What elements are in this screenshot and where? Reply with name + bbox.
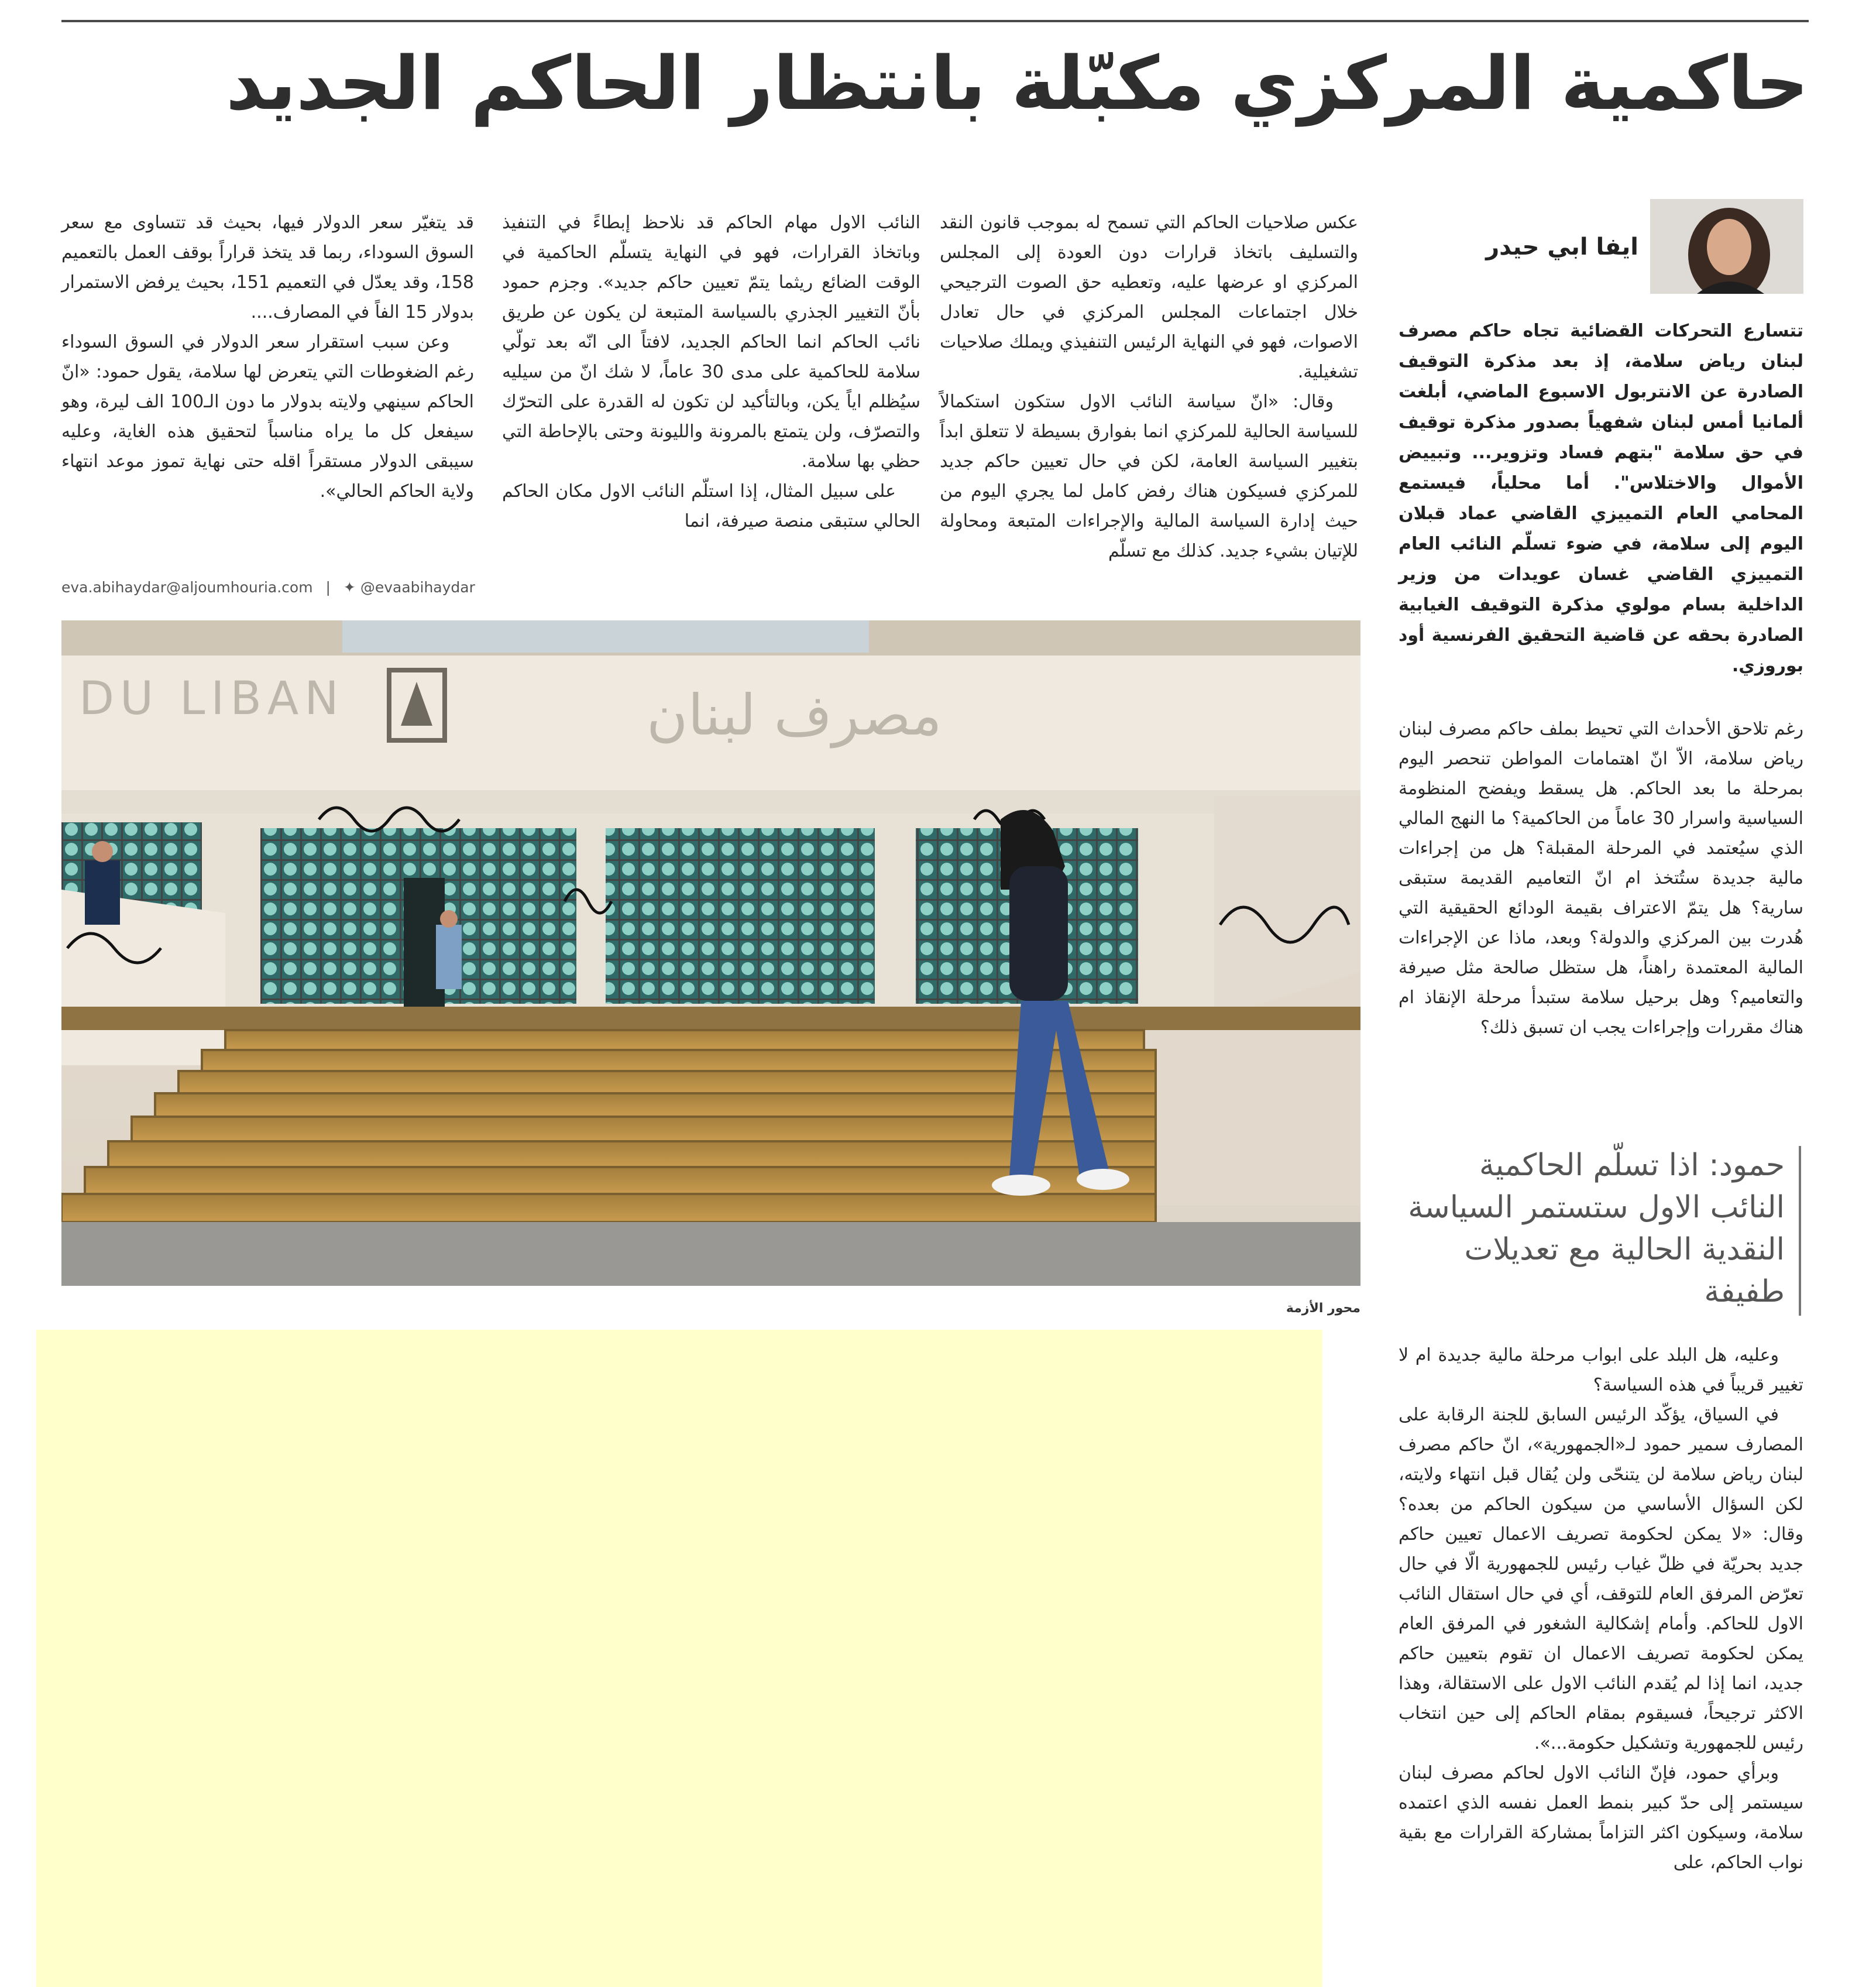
- photo-caption: محور الأزمة: [1286, 1301, 1360, 1316]
- pull-quote-rule: [1799, 1146, 1801, 1316]
- article-headline: حاكمية المركزي مكبّلة بانتظار الحاكم الجديد: [226, 40, 1809, 126]
- paragraph: قد يتغيّر سعر الدولار فيها، بحيث قد تتساوى مع سعر السوق السوداء، ربما قد يتخذ قراراً بوقف العمل بالتعميم 158، وقد يعدّل في التعميم 151، بحيث يرفض الاستمرار بدولار 15 الفاً في المصارف....: [61, 212, 474, 322]
- paragraph: وعليه، هل البلد على ابواب مرحلة مالية جديدة ام لا تغيير قريباً في هذه السياسة؟: [1399, 1345, 1803, 1395]
- article-column-2: [502, 208, 920, 536]
- author-signature: [61, 574, 475, 602]
- author-name: ايفا ابي حيدر: [1486, 234, 1638, 260]
- paragraph: النائب الاول مهام الحاكم قد نلاحظ إبطاءً في التنفيذ وباتخاذ القرارات، فهو في النهاية يتسلّم الحاكمية في الوقت الضائع ريثما يتمّ تعيين حاكم جديد». وجزم حمود بأنّ التغيير الجذري بالسياسة المتبعة لن يكون عن طريق نائب الحاكم انما الحاكم الجديد، لافتاً الى انّه بعد تولّي سلامة للحاكمية على مدى 30 عاماً، لا شك انّ من سيليه سيُظلم اياً يكن، وبالتأكيد لن تكون له القدرة على التحرّك والتصرّف، ولن يتمتع بالمرونة والليونة وحتى بالإحاطة التي حظي بها سلامة.: [502, 212, 920, 472]
- article-column-1: [940, 208, 1358, 566]
- top-rule: [61, 20, 1809, 22]
- paragraph: على سبيل المثال، إذا استلّم النائب الاول مكان الحاكم الحالي ستبقى منصة صيرفة، انما: [502, 481, 920, 531]
- paragraph: في السياق، يؤكّد الرئيس السابق للجنة الرقابة على المصارف سمير حمود لـ«الجمهورية»، انّ حاكم مصرف لبنان رياض سلامة لن يتنحّى ولن يُقال قبل انتهاء ولايته، لكن السؤال الأساسي من سيكون الحاكم من بعده؟ وقال: «لا يمكن لحكومة تصريف الاعمال تعيين حاكم جديد بحريّة في ظلّ غياب رئيس للجمهورية الّا في حال تعرّض المرفق العام للتوقف، أي في حال استقال النائب الاول للحاكم. وأمام إشكالية الشغور في المرفق العام يمكن لحكومة تصريف الاعمال ان تقوم بتعيين حاكم جديد، انما إذا لم يُقدم النائب الاول على الاستقالة، وهذا الاكثر ترجيحاً، فسيقوم بمقام الحاكم إلى حين انتخاب رئيس للجمهورية وتشكيل حكومة...».: [1399, 1405, 1803, 1753]
- author-photo: [1650, 199, 1803, 294]
- article-column-bottom: [1399, 1340, 1803, 1878]
- paragraph: وبرأي حمود، فإنّ النائب الاول لحاكم مصرف لبنان سيستمر إلى حدّ كبير بنمط العمل نفسه الذي اعتمده سلامة، وسيكون اكثر التزاماً بمشاركة القرارات مع بقية نواب الحاكم، على: [1399, 1763, 1803, 1873]
- paragraph: عكس صلاحيات الحاكم التي تسمح له بموجب قانون النقد والتسليف باتخاذ قرارات دون العودة إلى المجلس المركزي او عرضها عليه، وتعطيه حق الصوت الترجيحي خلال اجتماعات المجلس المركزي في حال تعادل الاصوات، فهو في النهاية الرئيس التنفيذي ويملك صلاحيات تشغيلية.: [940, 212, 1358, 382]
- paragraph: وقال: «انّ سياسة النائب الاول ستكون استكمالاً للسياسة الحالية للمركزي انما بفوارق بسيطة لا تتعلق ابداً بتغيير السياسة العامة، لكن في حال تعيين حاكم جديد للمركزي فسيكون هناك رفض كامل لما يجري اليوم من حيث إدارة السياسة المالية والإجراءات المتبعة ومحاولة للإتيان بشيء جديد. كذلك مع تسلّم: [940, 392, 1358, 561]
- pull-quote: حمود: اذا تسلّم الحاكمية النائب الاول ستستمر السياسة النقدية الحالية مع تعديلات طفيفة: [1408, 1148, 1785, 1309]
- author-email[interactable]: eva.abihaydar@aljoumhouria.com: [61, 579, 313, 596]
- bank-building-photo: [61, 620, 1360, 1286]
- sign-latin: DU LIBAN: [79, 672, 345, 725]
- separator: |: [325, 579, 331, 596]
- paragraph: رغم تلاحق الأحداث التي تحيط بملف حاكم مصرف لبنان رياض سلامة، الاّ انّ اهتمامات المواطن تنحصر اليوم بمرحلة ما بعد الحاكم. هل يسقط ويفضح المنظومة السياسية واسرار 30 عاماً من الحاكمية؟ ما النهج المالي الذي سيُعتمد في المرحلة المقبلة؟ هل من إجراءات مالية جديدة ستُتخذ ام انّ التعاميم القديمة ستبقى سارية؟ هل يتمّ الاعتراف بقيمة الودائع الحقيقية التي هُدرت بين المركزي والدولة؟ وبعد، ماذا عن الإجراءات المالية المعتمدة راهناً، هل ستظل صالحة مثل صيرفة والتعاميم؟ وهل برحيل سلامة ستبدأ مرحلة الإنقاذ ام هناك مقررات وإجراءات يجب ان تسبق ذلك؟: [1399, 719, 1803, 1038]
- paragraph: وعن سبب استقرار سعر الدولار في السوق السوداء رغم الضغوطات التي يتعرض لها سلامة، يقول حمود: «انّ الحاكم سينهي ولايته بدولار ما دون الـ100 الف ليرة، وهو سيفعل كل ما يراه مناسباً لتحقيق هذه الغاية، وعليه سيبقى الدولار مستقراً اقله حتى نهاية تموز موعد انتهاء ولاية الحاكم الحالي».: [61, 332, 475, 502]
- article-column-questions: [1399, 714, 1803, 1042]
- author-twitter[interactable]: @evaabihaydar: [360, 579, 475, 596]
- twitter-icon: ✦: [343, 579, 356, 596]
- sign-arabic: مصرف لبنان: [647, 682, 942, 748]
- article-lead: تتسارع التحركات القضائية تجاه حاكم مصرف لبنان رياض سلامة، إذ بعد مذكرة التوقيف الصادرة عن الانتربول الاسبوع الماضي، أبلغت ألمانيا أمس لبنان شفهياً بصدور مذكرة توقيف في حق سلامة "بتهم فساد وتزوير... وتبييض الأموال والاختلاس". أما محلياً، فيستمع المحامي العام التمييزي القاضي عماد قبلان اليوم إلى سلامة، في ضوء تسلّم النائب العام التمييزي القاضي غسان عويدات من وزير الداخلية بسام مولوي مذكرة التوقيف الغيابية الصادرة بحقه عن قاضية التحقيق الفرنسية أود بوروزي.: [1399, 321, 1803, 676]
- advertisement-area: [36, 1330, 1322, 1987]
- article-column-3: [61, 208, 474, 506]
